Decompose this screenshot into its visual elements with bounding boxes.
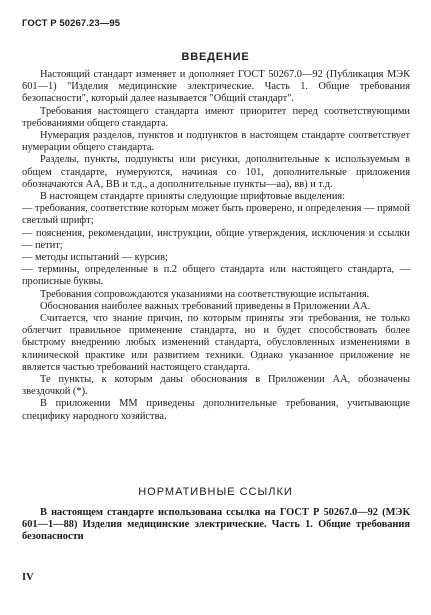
introduction-body <box>22 69 410 423</box>
normative-references-body <box>22 507 410 544</box>
standard-code-header: ГОСТ Р 50267.23—95 <box>22 18 121 29</box>
reference-paragraph-1: В настоящем стандарте использована ссылка на ГОСТ Р 50267.0—92 (МЭК 601—1—88) Изделия медицинские электрические. Часть 1. Общие требования безопасности <box>22 507 410 543</box>
intro-paragraph-10: В приложении ММ приведены дополнительные требования, учитывающие специфику народного хозяйства. <box>22 398 410 422</box>
intro-paragraph-8: Считается, что знание причин, по которым приняты эти требования, не только облегчит правильное применение стандарта, но и будет способствовать более быстрому внедрению любых изменений стандарта, обусловленных изменениями в клинической практике или развитием техники. Однако указанное приложение не является частью требований настоящего стандарта. <box>22 313 410 373</box>
font-convention-item-1: — требования, соответствие которым может быть проверено, и определения — прямой светлый шрифт; <box>22 203 410 227</box>
font-convention-item-3: — методы испытаний — курсив; <box>22 252 168 264</box>
font-convention-item-4: — термины, определенные в п.2 общего стандарта или настоящего стандарта, — прописные буквы. <box>22 264 410 288</box>
intro-paragraph-7: Обоснования наиболее важных требований приведены в Приложении АА. <box>40 300 371 312</box>
normative-references-title: НОРМАТИВНЫЕ ССЫЛКИ <box>138 486 293 498</box>
intro-paragraph-2: Требования настоящего стандарта имеют приоритет перед соответствующими требованиями общего стандарта. <box>22 105 410 129</box>
introduction-title: ВВЕДЕНИЕ <box>181 51 250 63</box>
font-convention-item-2: — пояснения, рекомендации, инструкции, общие утверждения, исключения и ссылки — петит; <box>22 227 410 251</box>
intro-paragraph-3: Нумерация разделов, пунктов и подпунктов в настоящем стандарте соответствует нумерации общего стандарта. <box>22 130 410 154</box>
page-number: IV <box>22 572 34 583</box>
intro-paragraph-6: Требования сопровождаются указаниями на соответствующие испытания. <box>40 288 370 300</box>
intro-paragraph-1: Настоящий стандарт изменяет и дополняет ГОСТ 50267.0—92 (Публикация МЭК 601—1) "Изделия медицинские электрические. Часть 1. Общие требования безопасности", который далее называется "Общий стандарт". <box>22 69 410 105</box>
intro-paragraph-9: Те пункты, к которым даны обоснования в Приложении АА, обозначены звездочкой (*). <box>22 374 410 398</box>
intro-paragraph-5: В настоящем стандарте приняты следующие шрифтовые выделения: <box>40 191 346 203</box>
intro-paragraph-4: Разделы, пункты, подпункты или рисунки, дополнительные к используемым в общем стандарте, нумеруются, начиная со 101, дополнительные приложения обозначаются АА, ВВ и т.д., а дополнительные пункты—аа), вв) и т.д. <box>22 154 410 190</box>
